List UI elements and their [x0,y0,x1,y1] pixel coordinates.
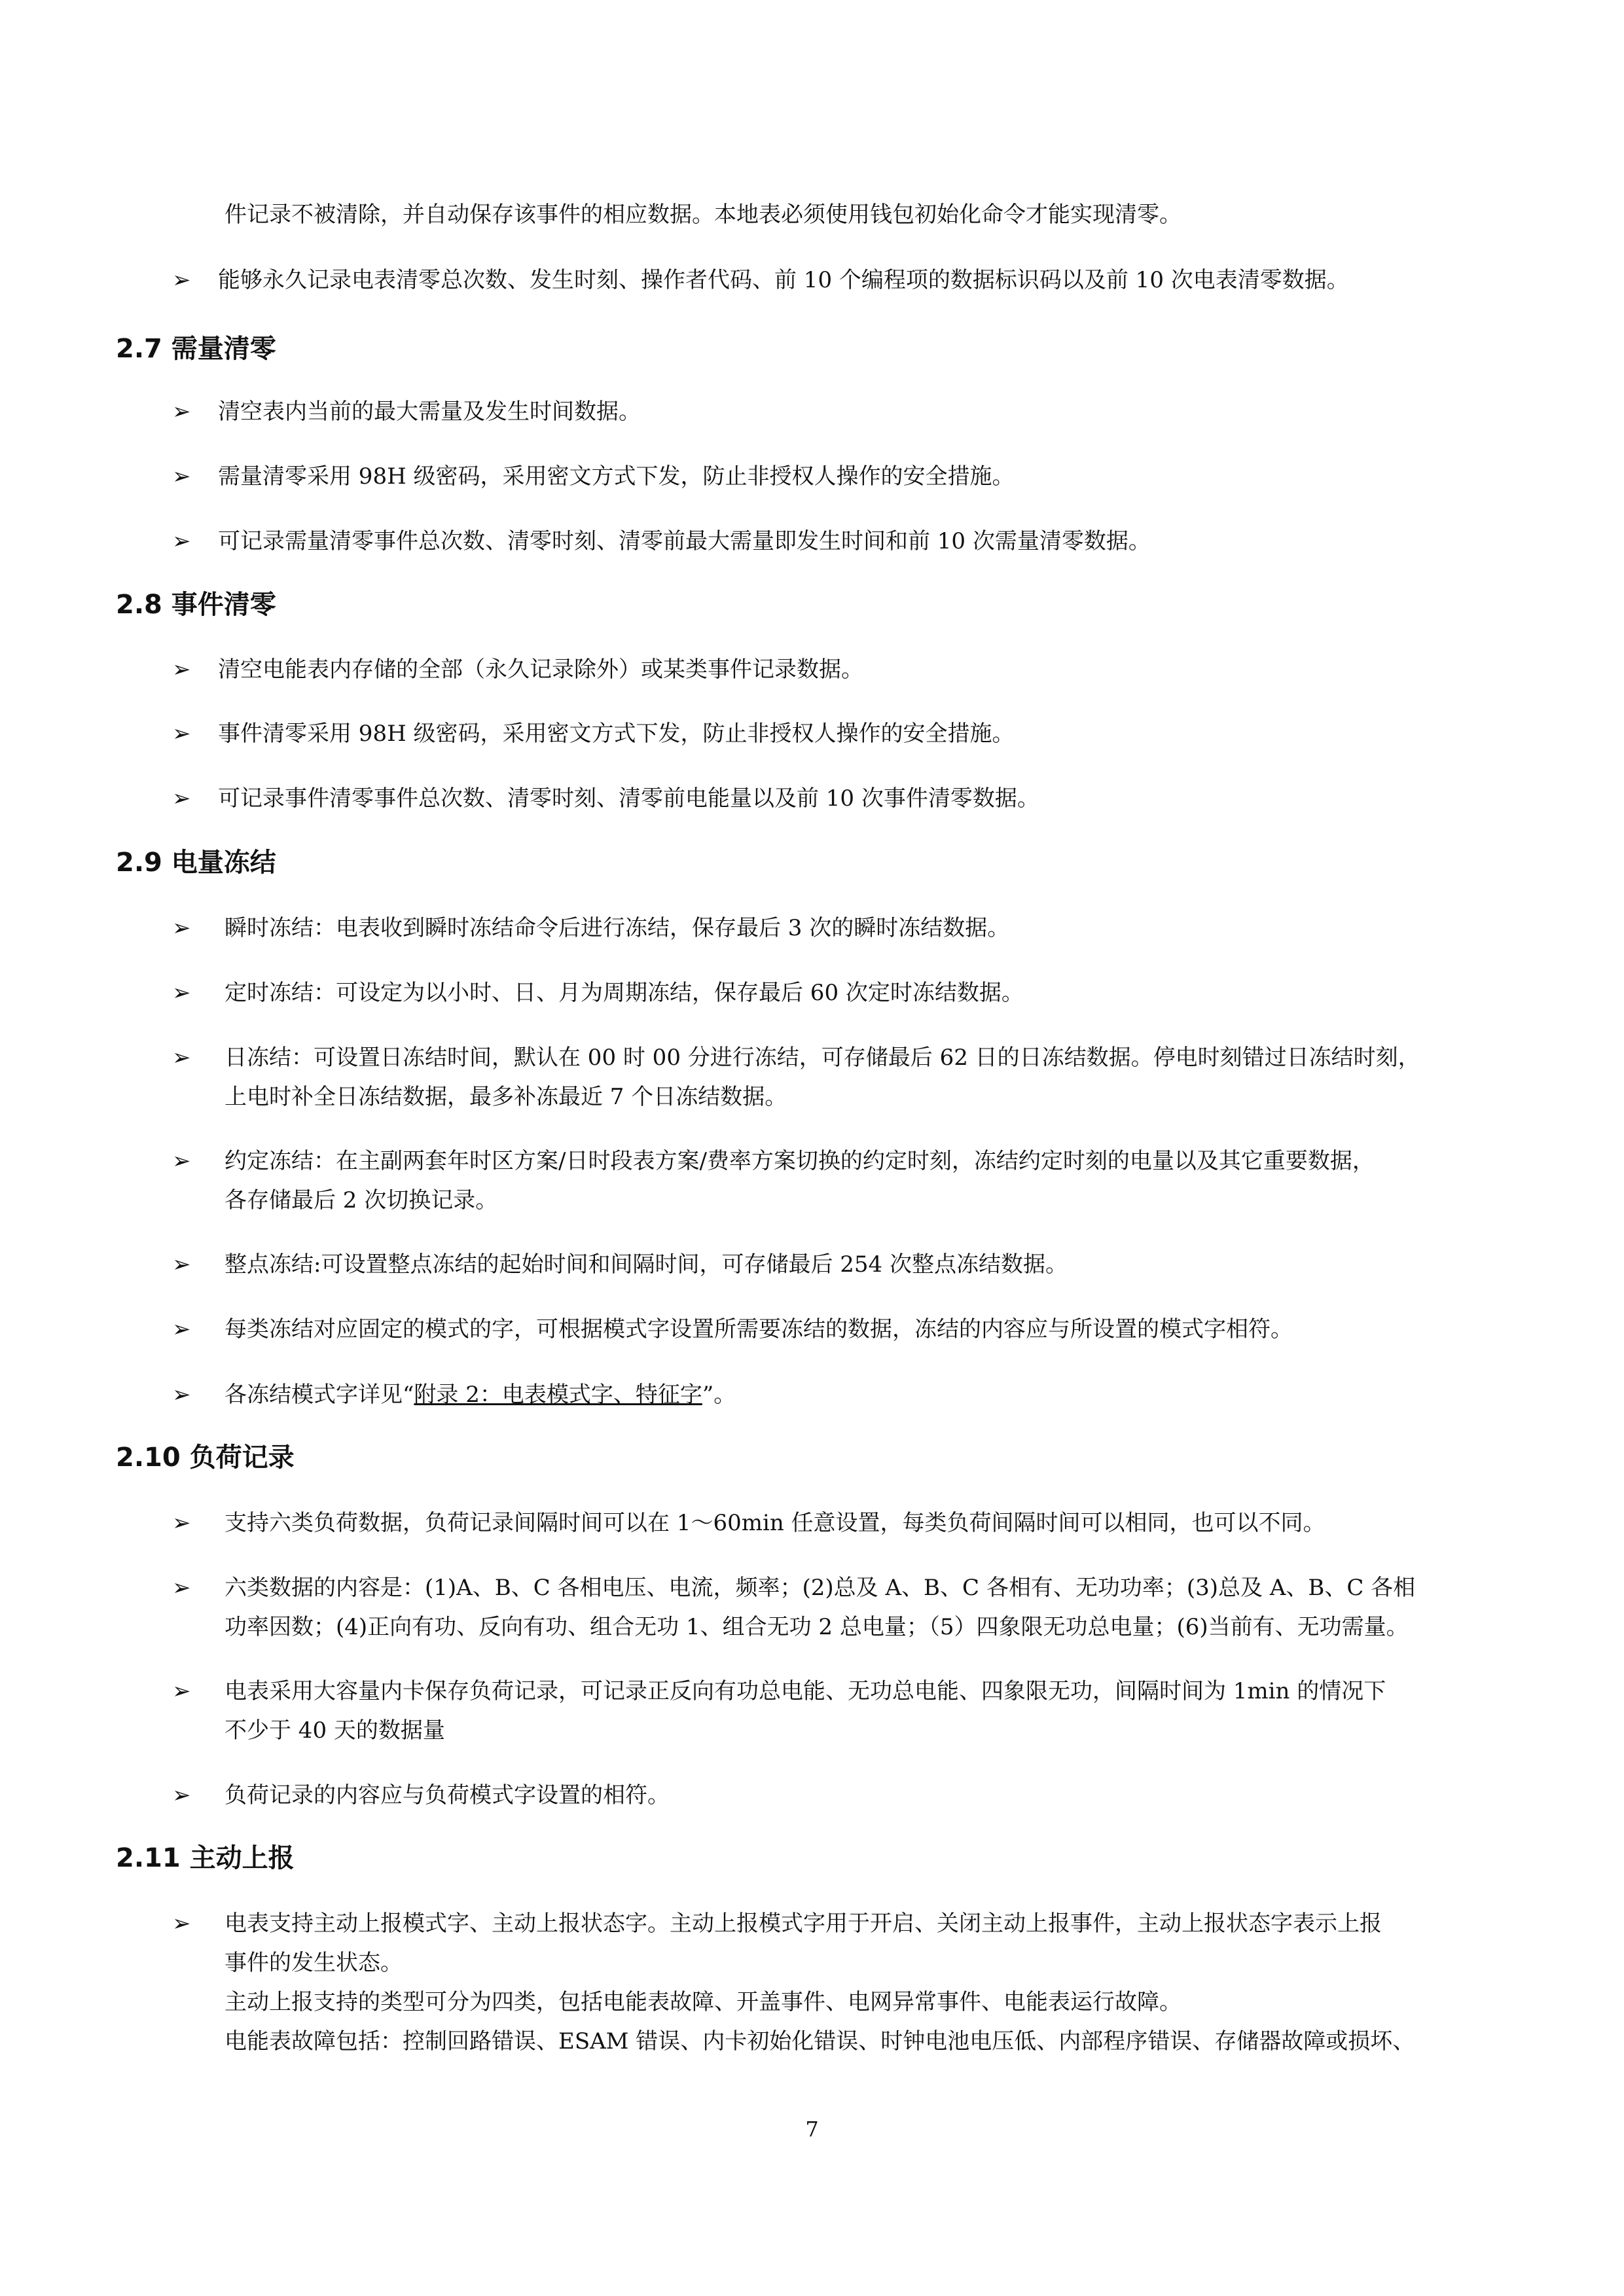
text-line: 日冻结：可设置日冻结时间，默认在 00 时 00 分进行冻结，可存储最后 62 日的日冻结数据。停电时刻错过日冻结时刻， [225,1045,1420,1071]
section-heading-2-8: 2.8 事件清零 [116,590,276,620]
bullet-arrow-icon: ➢ [172,1575,191,1601]
text-line: 主动上报支持的类型可分为四类，包括电能表故障、开盖事件、电网异常事件、电能表运行故障。 [225,1989,1182,2015]
bullet-arrow-icon: ➢ [172,1678,191,1704]
list-item-text [225,1038,1507,1117]
text-suffix: ”。 [702,1382,736,1408]
bullet-arrow-icon: ➢ [172,980,191,1006]
page-number: 7 [805,2117,819,2142]
section-heading-2-11: 2.11 主动上报 [116,1843,295,1873]
list-item-text: 负荷记录的内容应与负荷模式字设置的相符。 [225,1782,670,1808]
text-line: 各存储最后 2 次切换记录。 [225,1187,498,1213]
list-item-text [225,1375,1507,1414]
text-line: 功率因数；(4)正向有功、反向有功、组合无功 1、组合无功 2 总电量；（5）四象限无功总电量；(6)当前有、无功需量。 [225,1614,1409,1640]
list-item-text: 可记录需量清零事件总次数、清零时刻、清零前最大需量即发生时间和前 10 次需量清零数据。 [218,528,1151,554]
text-line: 电表采用大容量内卡保存负荷记录，可记录正反向有功总电能、无功总电能、四象限无功，间隔时间为 1min 的情况下 [225,1678,1386,1704]
text-line: 六类数据的内容是：(1)A、B、C 各相电压、电流，频率；(2)总及 A、B、C 各相有、无功功率；(3)总及 A、B、C 各相 [225,1575,1416,1601]
bullet-arrow-icon: ➢ [172,463,191,490]
bullet-arrow-icon: ➢ [172,1316,191,1342]
list-item-text: 清空表内当前的最大需量及发生时间数据。 [218,399,641,425]
appendix-link[interactable]: 附录 2：电表模式字、特征字 [414,1382,702,1408]
text-line: 上电时补全日冻结数据，最多补冻最近 7 个日冻结数据。 [225,1084,787,1110]
bullet-arrow-icon: ➢ [172,785,191,812]
list-item-text: 瞬时冻结：电表收到瞬时冻结命令后进行冻结，保存最后 3 次的瞬时冻结数据。 [225,915,1010,941]
bullet-arrow-icon: ➢ [172,1251,191,1278]
bullet-arrow-icon: ➢ [172,1148,191,1174]
text-line: 事件的发生状态。 [225,1950,403,1976]
text-line: 电能表故障包括：控制回路错误、ESAM 错误、内卡初始化错误、时钟电池电压低、内部程序错误、存储器故障或损坏、 [225,2028,1415,2054]
text-prefix: 各冻结模式字详见“ [225,1382,414,1408]
list-item-text [225,1904,1507,2061]
section-heading-2-7: 2.7 需量清零 [116,334,276,364]
list-item-text: 需量清零采用 98H 级密码，采用密文方式下发，防止非授权人操作的安全措施。 [218,463,1015,490]
bullet-arrow-icon: ➢ [172,528,191,554]
text-line: 不少于 40 天的数据量 [225,1717,445,1744]
bullet-arrow-icon: ➢ [172,1045,191,1071]
text-line: 电表支持主动上报模式字、主动上报状态字。主动上报模式字用于开启、关闭主动上报事件，主动上报状态字表示上报 [225,1910,1382,1937]
list-item-text: 能够永久记录电表清零总次数、发生时刻、操作者代码、前 10 个编程项的数据标识码以及前 10 次电表清零数据。 [218,267,1349,293]
list-item-text: 事件清零采用 98H 级密码，采用密文方式下发，防止非授权人操作的安全措施。 [218,721,1015,747]
section-heading-2-10: 2.10 负荷记录 [116,1443,295,1473]
bullet-arrow-icon: ➢ [172,267,191,293]
list-item-text: 整点冻结:可设置整点冻结的起始时间和间隔时间，可存储最后 254 次整点冻结数据。 [225,1251,1068,1278]
bullet-arrow-icon: ➢ [172,656,191,683]
list-item-text [225,1672,1507,1750]
bullet-arrow-icon: ➢ [172,915,191,941]
bullet-arrow-icon: ➢ [172,1910,191,1937]
list-item-text [225,1568,1507,1647]
bullet-arrow-icon: ➢ [172,1510,191,1536]
list-item-text: 定时冻结：可设定为以小时、日、月为周期冻结，保存最后 60 次定时冻结数据。 [225,980,1024,1006]
list-item-text: 可记录事件清零事件总次数、清零时刻、清零前电能量以及前 10 次事件清零数据。 [218,785,1039,812]
list-item-text: 支持六类负荷数据，负荷记录间隔时间可以在 1～60min 任意设置，每类负荷间隔时间可以相同，也可以不同。 [225,1510,1326,1536]
bullet-arrow-icon: ➢ [172,1382,191,1408]
section-heading-2-9: 2.9 电量冻结 [116,848,276,878]
list-item-text [225,1141,1507,1220]
bullet-arrow-icon: ➢ [172,399,191,425]
bullet-arrow-icon: ➢ [172,721,191,747]
list-item-text: 清空电能表内存储的全部（永久记录除外）或某类事件记录数据。 [218,656,863,683]
continuation-text: 件记录不被清除，并自动保存该事件的相应数据。本地表必须使用钱包初始化命令才能实现清零。 [225,202,1182,228]
bullet-arrow-icon: ➢ [172,1782,191,1808]
list-item-text: 每类冻结对应固定的模式的字，可根据模式字设置所需要冻结的数据，冻结的内容应与所设置的模式字相符。 [225,1316,1293,1342]
text-line: 约定冻结：在主副两套年时区方案/日时段表方案/费率方案切换的约定时刻，冻结约定时刻的电量以及其它重要数据， [225,1148,1375,1174]
